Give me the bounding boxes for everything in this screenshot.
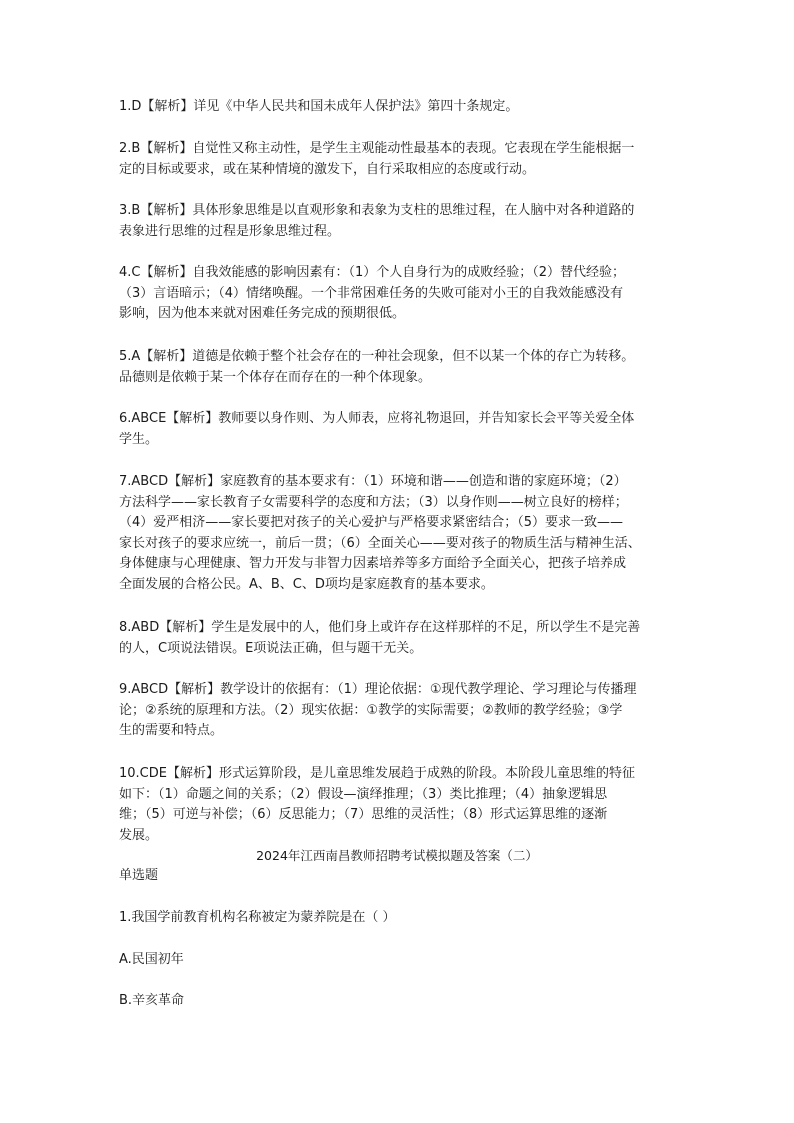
- section-title: 2024年江西南昌教师招聘考试模拟题及答案（二）: [256, 848, 538, 863]
- answer-line: 表象进行思维的过程是形象思维过程。: [119, 223, 341, 239]
- question-1: [119, 908, 679, 929]
- section-type: [119, 866, 679, 887]
- answer-line: 3.B【解析】具体形象思维是以直观形象和表象为支柱的思维过程，在人脑中对各种道路的: [119, 203, 635, 218]
- answer-line: 2.B【解析】自觉性又称主动性，是学生主观能动性最基本的表现。它表现在学生能根据一: [119, 141, 635, 156]
- answer-line: 学生。: [119, 431, 159, 447]
- answer-10: [119, 764, 679, 846]
- answer-line: 发展。: [119, 827, 159, 843]
- answer-3: [119, 201, 679, 242]
- answer-line: 的人，C项说法错误。E项说法正确，但与题干无关。: [119, 640, 423, 656]
- answer-line: 身体健康与心理健康、智力开发与非智力因素培养等多方面给予全面关心，把孩子培养成: [119, 556, 627, 572]
- option-text: B.辛亥革命: [119, 993, 185, 1008]
- answer-line: 6.ABCE【解析】教师要以身作则、为人师表，应将礼物退回，并告知家长会平等关爱全体: [119, 411, 635, 426]
- question-text: 1.我国学前教育机构名称被定为蒙养院是在（ ）: [119, 910, 396, 925]
- answer-line: 维；（5）可逆与补偿；（6）反思能力；（7）思维的灵活性；（8）形式运算思维的逐渐: [119, 807, 608, 823]
- option-a: [119, 950, 679, 971]
- answer-5: [119, 347, 679, 388]
- answer-6: [119, 409, 679, 450]
- answer-7: [119, 472, 679, 596]
- answer-line: 如下：（1）命题之间的关系；（2）假设—演绎推理；（3）类比推理；（4）抽象逻辑思: [119, 786, 608, 802]
- answer-8: [119, 618, 679, 659]
- answer-1: [119, 97, 679, 118]
- section-type-label: 单选题: [119, 868, 159, 883]
- answer-line: 5.A【解析】道德是依赖于整个社会存在的一种社会现象，但不以某一个体的存亡为转移。: [119, 349, 635, 364]
- answer-line: 9.ABCD【解析】教学设计的依据有：（1）理论依据：①现代教学理论、学习理论与传播理: [119, 682, 637, 697]
- answer-9: [119, 680, 679, 742]
- answer-4: [119, 263, 679, 325]
- option-text: A.民国初年: [119, 952, 184, 967]
- answer-2: [119, 139, 679, 180]
- answer-line: 方法科学——家长教育子女需要科学的态度和方法；（3）以身作则——树立良好的榜样；: [119, 494, 628, 510]
- answer-line: 7.ABCD【解析】家庭教育的基本要求有：（1）环境和谐——创造和谐的家庭环境；（2）: [119, 474, 627, 489]
- answer-line: 生的需要和特点。: [119, 723, 224, 739]
- answer-line: 定的目标或要求，或在某种情境的激发下，自行采取相应的态度或行动。: [119, 161, 536, 177]
- answer-line: 4.C【解析】自我效能感的影响因素有：（1）个人自身行为的成败经验；（2）替代经验；: [119, 265, 626, 280]
- answer-line: 影响，因为他本来就对困难任务完成的预期很低。: [119, 306, 406, 322]
- answer-line: 论；②系统的原理和方法。（2）现实依据：①教学的实际需要；②教师的教学经验；③学: [119, 702, 623, 718]
- answer-line: （4）爱严相济——家长要把对孩子的关心爱护与严格要求紧密结合；（5）要求一致——: [119, 515, 624, 531]
- answer-line: 8.ABD【解析】学生是发展中的人，他们身上或许存在这样那样的不足，所以学生不是完善: [119, 620, 641, 635]
- answer-line: 1.D【解析】详见《中华人民共和国未成年人保护法》第四十条规定。: [119, 99, 519, 114]
- answer-line: 品德则是依赖于某一个体存在而存在的一种个体现象。: [119, 369, 432, 385]
- answer-line: 家长对孩子的要求应统一，前后一贯；（6）全面关心——要对孩子的物质生活与精神生活、: [119, 535, 641, 551]
- answer-line: 全面发展的合格公民。A、B、C、D项均是家庭教育的基本要求。: [119, 576, 494, 592]
- answer-line: （3）言语暗示；（4）情绪唤醒。一个非常困难任务的失败可能对小王的自我效能感没有: [119, 285, 624, 301]
- option-b: [119, 991, 679, 1012]
- answer-line: 10.CDE【解析】形式运算阶段，是儿童思维发展趋于成熟的阶段。本阶段儿童思维的特征: [119, 766, 635, 781]
